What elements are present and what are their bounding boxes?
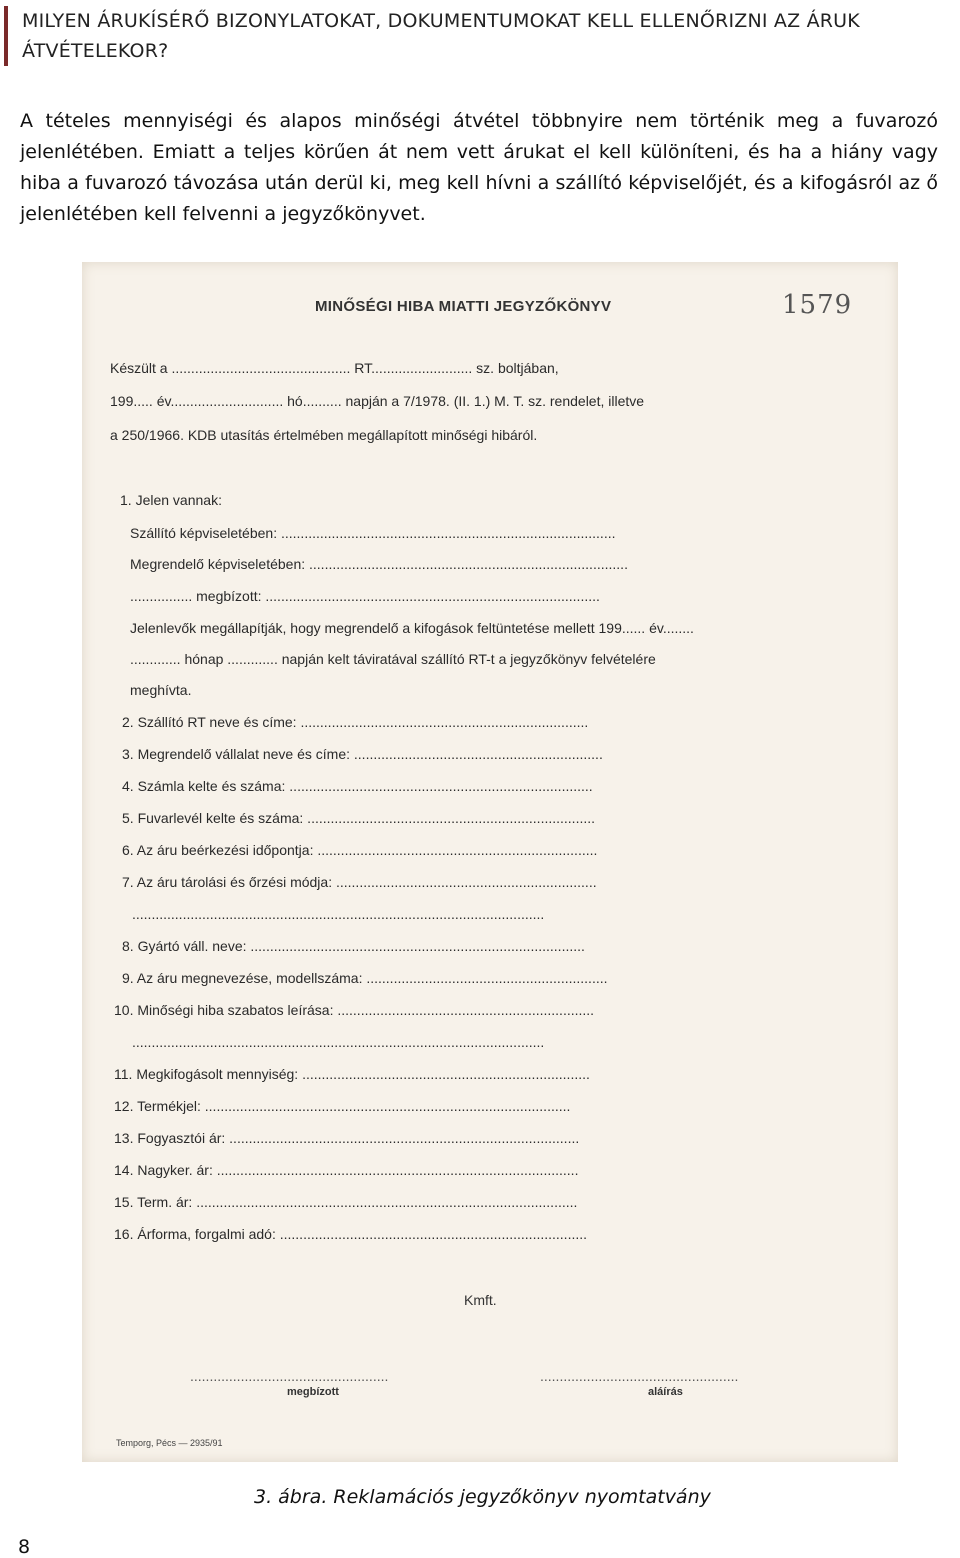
form-line: a 250/1966. KDB utasítás értelmében megállapított minőségi hibáról.	[110, 427, 538, 443]
form-line: ............. hónap ............. napján kelt táviratával szállító RT-t a jegyzőkönyv felvételére	[130, 651, 656, 667]
section-heading: MILYEN ÁRUKÍSÉRŐ BIZONYLATOKAT, DOKUMENTUMOKAT KELL ELLENŐRIZNI AZ ÁRUK ÁTVÉTELEKOR?	[4, 6, 958, 66]
form-line: ................ megbízott: ......................................................................................	[130, 588, 600, 604]
form-field: 8. Gyártó váll. neve: ......................................................................................	[122, 938, 585, 954]
form-field: 14. Nagyker. ár: .............................................................................................	[114, 1162, 579, 1178]
form-field: 13. Fogyasztói ár: ..........................................................................................	[114, 1130, 580, 1146]
form-field: 9. Az áru megnevezése, modellszáma: ..............................................................	[122, 970, 608, 986]
form-line: 199..... év............................. hó.......... napján a 7/1978. (II. 1.) M. T. sz. rendelet, illetve	[110, 393, 645, 409]
form-field: 7. Az áru tárolási és őrzési módja: ...................................................................	[122, 874, 597, 890]
figure-caption: 3. ábra. Reklamációs jegyzőkönyv nyomtatvány	[254, 1486, 711, 1508]
form-title: MINŐSÉGI HIBA MIATTI JEGYZŐKÖNYV	[315, 298, 612, 315]
form-field: ..........................................................................................................	[132, 1034, 545, 1050]
form-field: 16. Árforma, forgalmi adó: ...............................................................................	[114, 1226, 588, 1242]
form-field: 11. Megkifogásolt mennyiség: ..........................................................................	[114, 1066, 590, 1082]
form-field: 12. Termékjel: ..............................................................................................	[114, 1098, 571, 1114]
form-field: 10. Minőségi hiba szabatos leírása: ..................................................................	[114, 1002, 595, 1018]
page-number: 8	[18, 1536, 31, 1558]
form-line: meghívta.	[130, 682, 192, 698]
form-line: Készült a .............................................. RT.......................... sz. boltjában,	[110, 360, 559, 376]
form-field: 6. Az áru beérkezési időpontja: ........................................................................	[122, 842, 598, 858]
form-serial-number: 1579	[782, 290, 853, 320]
signature-line-left: ...................................................	[190, 1368, 389, 1384]
form-line: 1. Jelen vannak:	[120, 492, 222, 508]
signature-line-right: ...................................................	[540, 1368, 739, 1384]
body-paragraph: A tételes mennyiségi és alapos minőségi átvétel többnyire nem történik meg a fuvarozó jelenlétében. Emiatt a teljes körűen át nem vett árukat el kell különíteni, és ha a hiány vagy hiba a fuvarozó távozása után derül ki, meg kell hívni a szállító képviselőjét, és a kifogásról az ő jelenlétében kell felvenni a jegyzőkönyvet.	[20, 110, 938, 225]
form-field: ..........................................................................................................	[132, 906, 545, 922]
form-line: Szállító képviseletében: ......................................................................................	[130, 525, 616, 541]
signature-right-label: aláírás	[648, 1386, 683, 1398]
form-line: Megrendelő képviseletében: ..................................................................................	[130, 556, 628, 572]
form-field: 5. Fuvarlevél kelte és száma: ..........................................................................	[122, 810, 596, 826]
form-field: 4. Számla kelte és száma: ..............................................................................	[122, 778, 593, 794]
form-scan-image	[82, 262, 898, 1462]
signature-left-label: megbízott	[287, 1386, 339, 1398]
kmft-label: Kmft.	[464, 1292, 497, 1308]
form-line: Jelenlevők megállapítják, hogy megrendelő a kifogások feltüntetése mellett 199...... év........	[130, 620, 694, 636]
printer-imprint: Temporg, Pécs — 2935/91	[116, 1438, 223, 1448]
form-field: 15. Term. ár: ..................................................................................................	[114, 1194, 578, 1210]
form-field: 2. Szállító RT neve és címe: ..........................................................................	[122, 714, 589, 730]
form-field: 3. Megrendelő vállalat neve és címe: ................................................................	[122, 746, 603, 762]
